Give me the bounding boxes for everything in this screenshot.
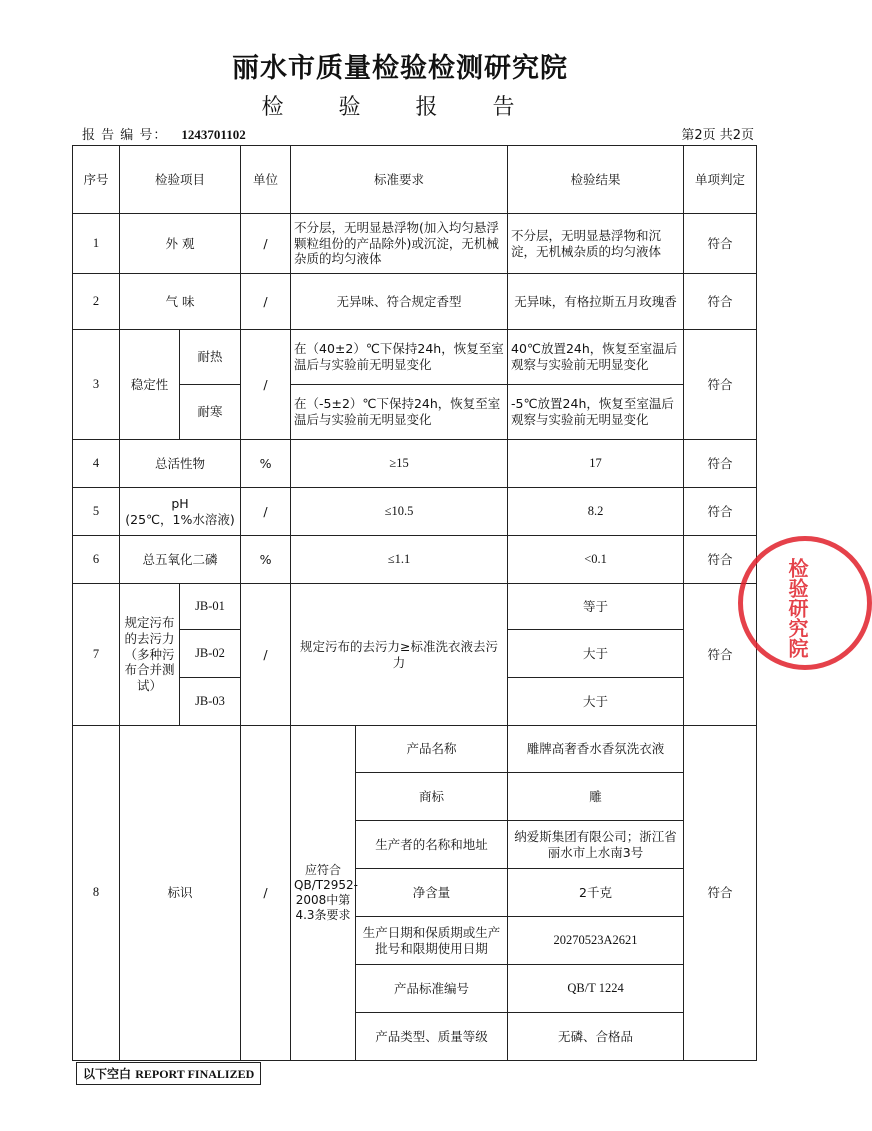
label-field-name: 生产日期和保质期或生产批号和限期使用日期 <box>356 917 508 965</box>
row-unit: / <box>241 584 291 726</box>
header-result: 检验结果 <box>508 146 684 214</box>
table-row <box>73 536 757 584</box>
row-unit: / <box>241 488 291 536</box>
row-verdict: 符合 <box>684 214 757 274</box>
row-requirement: 无异味、符合规定香型 <box>291 274 508 330</box>
final-suffix: REPORT FINALIZED <box>135 1067 255 1081</box>
row-verdict: 符合 <box>684 584 757 726</box>
row-item-line2: (25℃，1%水溶液) <box>125 511 235 527</box>
table-row <box>73 440 757 488</box>
official-seal-text: 检验研究院 <box>785 558 809 658</box>
header-unit: 单位 <box>241 146 291 214</box>
row-requirement: 在（40±2）℃下保持24h，恢复至室温后与实验前无明显变化 <box>291 330 508 385</box>
row-item: 总活性物 <box>120 440 241 488</box>
label-field-value: 纳爱斯集团有限公司；浙江省丽水市上水南3号 <box>508 821 684 869</box>
row-result: <0.1 <box>508 536 684 584</box>
table-row <box>73 214 757 274</box>
row-verdict: 符合 <box>684 536 757 584</box>
label-field-name: 产品标准编号 <box>356 965 508 1013</box>
row-no: 7 <box>73 584 120 726</box>
page-info: 第2页 共2页 <box>681 128 754 143</box>
row-verdict: 符合 <box>684 488 757 536</box>
row-requirement: ≤1.1 <box>291 536 508 584</box>
row-unit: / <box>241 274 291 330</box>
inspection-table <box>72 145 757 1061</box>
report-number <box>82 124 246 143</box>
row-item: 规定污布的去污力（多种污布合并测试） <box>120 584 180 726</box>
row-no: 4 <box>73 440 120 488</box>
label-field-name: 产品类型、质量等级 <box>356 1013 508 1061</box>
table-row <box>73 274 757 330</box>
table-row <box>73 488 757 536</box>
row-result: 不分层，无明显悬浮物和沉淀，无机械杂质的均匀液体 <box>508 214 684 274</box>
row-requirement: ≤10.5 <box>291 488 508 536</box>
row-verdict: 符合 <box>684 274 757 330</box>
row-subitem: JB-02 <box>180 630 241 678</box>
row-item: 总五氧化二磷 <box>120 536 241 584</box>
label-field-name: 产品名称 <box>356 726 508 773</box>
row-item: 气 味 <box>120 274 241 330</box>
report-title: 检 验 报 告 <box>261 95 539 120</box>
row-subitem: 耐热 <box>180 330 241 385</box>
label-field-value: 雕 <box>508 773 684 821</box>
label-field-value: 雕牌高奢香水香氛洗衣液 <box>508 726 684 773</box>
row-unit: / <box>241 726 291 1061</box>
label-field-value: QB/T 1224 <box>508 965 684 1013</box>
report-number-label: 报 告 编 号： <box>82 128 168 143</box>
row-verdict: 符合 <box>684 726 757 1061</box>
header-item: 检验项目 <box>120 146 241 214</box>
row-no: 8 <box>73 726 120 1061</box>
row-item: 外 观 <box>120 214 241 274</box>
table-row <box>73 726 757 773</box>
report-finalized-box <box>76 1062 261 1085</box>
report-number-value: 1243701102 <box>181 127 246 142</box>
row-result: 等于 <box>508 584 684 630</box>
label-field-value: 无磷、合格品 <box>508 1013 684 1061</box>
row-no: 1 <box>73 214 120 274</box>
row-item-line1: pH <box>171 495 189 511</box>
row-no: 2 <box>73 274 120 330</box>
row-item: 标识 <box>120 726 241 1061</box>
row-no: 3 <box>73 330 120 440</box>
table-row <box>73 330 757 385</box>
label-field-value: 20270523A2621 <box>508 917 684 965</box>
row-unit: / <box>241 330 291 440</box>
row-subitem: JB-01 <box>180 584 241 630</box>
row-no: 6 <box>73 536 120 584</box>
row-result: 40℃放置24h，恢复至室温后观察与实验前无明显变化 <box>508 330 684 385</box>
row-subitem: 耐寒 <box>180 385 241 440</box>
final-prefix: 以下空白 <box>83 1067 132 1081</box>
row-requirement: 应符合QB/T2952-2008中第4.3条要求 <box>291 726 356 1061</box>
row-result: -5℃放置24h，恢复至室温后观察与实验前无明显变化 <box>508 385 684 440</box>
row-result: 无异味，有格拉斯五月玫瑰香 <box>508 274 684 330</box>
label-field-name: 净含量 <box>356 869 508 917</box>
row-unit: % <box>241 536 291 584</box>
row-item: 稳定性 <box>120 330 180 440</box>
row-requirement: 规定污布的去污力≥标准洗衣液去污力 <box>291 584 508 726</box>
row-subitem: JB-03 <box>180 678 241 726</box>
row-item <box>120 488 241 536</box>
row-no: 5 <box>73 488 120 536</box>
row-verdict: 符合 <box>684 330 757 440</box>
row-result: 8.2 <box>508 488 684 536</box>
row-unit: / <box>241 214 291 274</box>
row-requirement: 不分层，无明显悬浮物(加入均匀悬浮颗粒组份的产品除外)或沉淀，无机械杂质的均匀液体 <box>291 214 508 274</box>
organization-name: 丽水市质量检验检测研究院 <box>232 53 568 84</box>
row-requirement: ≥15 <box>291 440 508 488</box>
report-meta <box>82 124 754 142</box>
table-header-row <box>73 146 757 214</box>
header-requirement: 标准要求 <box>291 146 508 214</box>
table-row <box>73 584 757 630</box>
row-verdict: 符合 <box>684 440 757 488</box>
row-result: 大于 <box>508 678 684 726</box>
row-result: 17 <box>508 440 684 488</box>
label-field-name: 生产者的名称和地址 <box>356 821 508 869</box>
header-verdict: 单项判定 <box>684 146 757 214</box>
row-unit: % <box>241 440 291 488</box>
label-field-name: 商标 <box>356 773 508 821</box>
row-requirement: 在（-5±2）℃下保持24h，恢复至室温后与实验前无明显变化 <box>291 385 508 440</box>
header-no: 序号 <box>73 146 120 214</box>
label-field-value: 2千克 <box>508 869 684 917</box>
row-result: 大于 <box>508 630 684 678</box>
